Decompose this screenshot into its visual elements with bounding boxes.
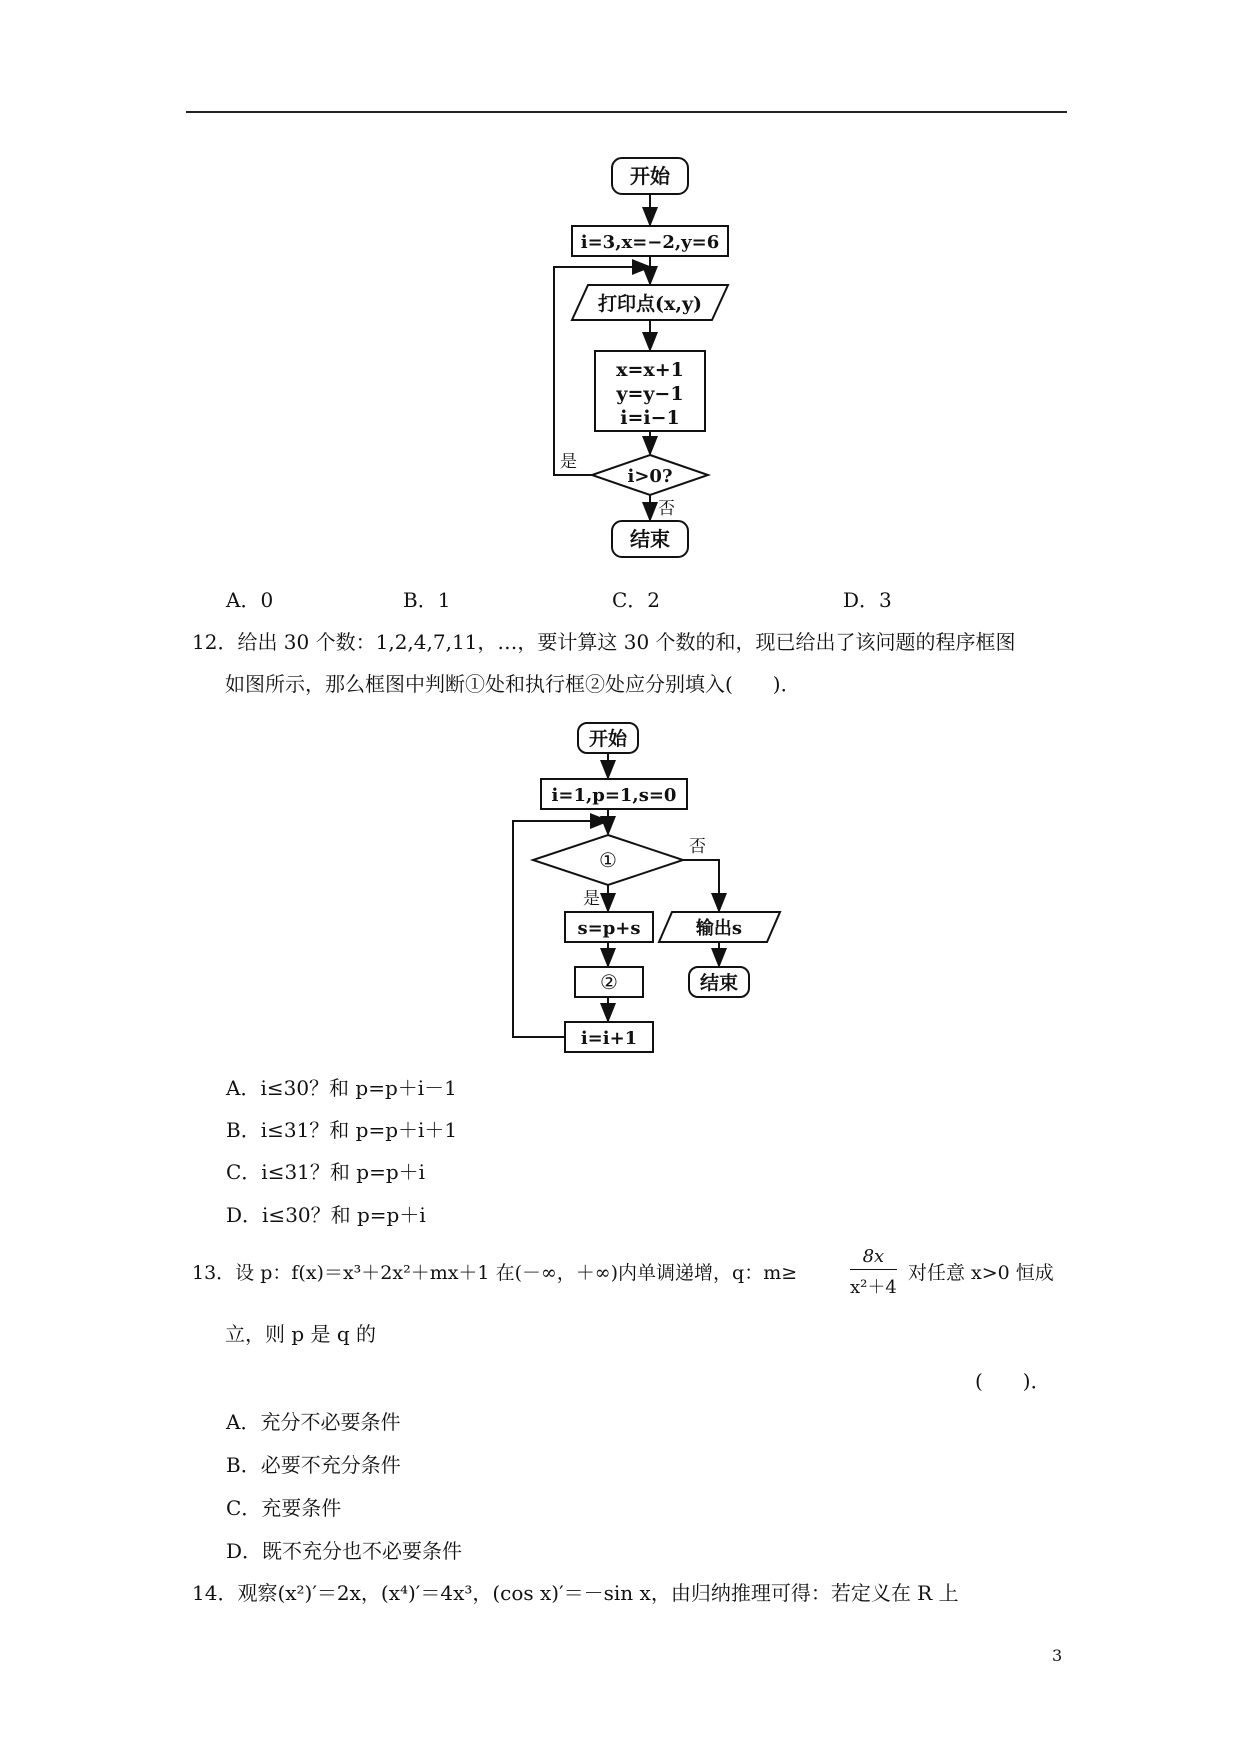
fc1-print-label: 打印点(x,y) — [598, 293, 702, 315]
q14-line-1: 14．观察(x²)′＝2x，(x⁴)′＝4x³，(cos x)′＝－sin x，由归纳推理可得：若定义在 R 上 — [192, 1581, 959, 1605]
q12-line-1: 12．给出 30 个数：1,2,4,7,11，…，要计算这 30 个数的和，现已给出了该问题的程序框图 — [192, 630, 1016, 654]
fc1-start-label: 开始 — [630, 164, 670, 188]
fc1-end-label: 结束 — [630, 527, 670, 551]
q13-option-a: A．充分不必要条件 — [226, 1410, 401, 1434]
q13-fraction-denominator: x²＋4 — [850, 1277, 897, 1298]
fc2-step-label: ② — [600, 970, 618, 994]
q11-option-c: C．2 — [612, 588, 661, 612]
flowchart-1 — [540, 150, 750, 570]
q13-answer-blank: ( )． — [975, 1369, 1051, 1393]
q12-option-a: A．i≤30？和 p=p＋i－1 — [226, 1076, 457, 1100]
fc1-update-i: i=i−1 — [620, 407, 680, 429]
fc2-end-label: 结束 — [699, 972, 739, 994]
q12-option-d: D．i≤30？和 p=p＋i — [226, 1203, 426, 1227]
q13-suffix: 对任意 x>0 恒成 — [908, 1262, 1054, 1284]
q11-option-b: B．1 — [403, 588, 451, 612]
fc2-output-label: 输出s — [695, 918, 743, 939]
fc2-start-label: 开始 — [588, 728, 628, 750]
q13-fraction — [850, 1246, 897, 1299]
fc1-update-x: x=x+1 — [616, 359, 684, 381]
fc2-yes-label: 是 — [583, 889, 600, 909]
q12-option-b: B．i≤31？和 p=p＋i＋1 — [226, 1118, 458, 1142]
q12-line-2: 如图所示，那么框图中判断①处和执行框②处应分别填入( )． — [225, 672, 801, 696]
q13-option-d: D．既不充分也不必要条件 — [226, 1539, 463, 1563]
q13-line-2: 立，则 p 是 q 的 — [225, 1322, 377, 1346]
fc1-cond-label: i>0? — [627, 466, 673, 487]
q13-option-b: B．必要不充分条件 — [226, 1453, 401, 1477]
fc2-no-label: 否 — [689, 837, 706, 857]
fc2-init-label: i=1,p=1,s=0 — [551, 785, 677, 806]
fc1-no-label: 否 — [658, 499, 675, 519]
flowchart-2 — [505, 715, 795, 1060]
page-number: 3 — [1052, 1646, 1063, 1665]
header-rule — [186, 111, 1067, 113]
fc2-sum-label: s=p+s — [577, 918, 641, 939]
fc1-update-y: y=y−1 — [616, 383, 684, 405]
q11-option-d: D．3 — [843, 588, 892, 612]
q11-option-a: A．0 — [226, 588, 274, 612]
fc1-yes-label: 是 — [560, 452, 577, 472]
fc2-cond-label: ① — [599, 848, 617, 872]
fc2-incr-label: i=i+1 — [580, 1028, 638, 1049]
fc1-init-label: i=3,x=−2,y=6 — [580, 232, 720, 253]
q13-option-c: C．充要条件 — [226, 1496, 342, 1520]
q12-option-c: C．i≤31？和 p=p＋i — [226, 1160, 426, 1184]
q13-prefix: 13．设 p：f(x)＝x³＋2x²＋mx＋1 在(－∞，＋∞)内单调递增，q：m≥ — [192, 1262, 798, 1284]
q13-fraction-numerator: 8x — [850, 1246, 897, 1270]
